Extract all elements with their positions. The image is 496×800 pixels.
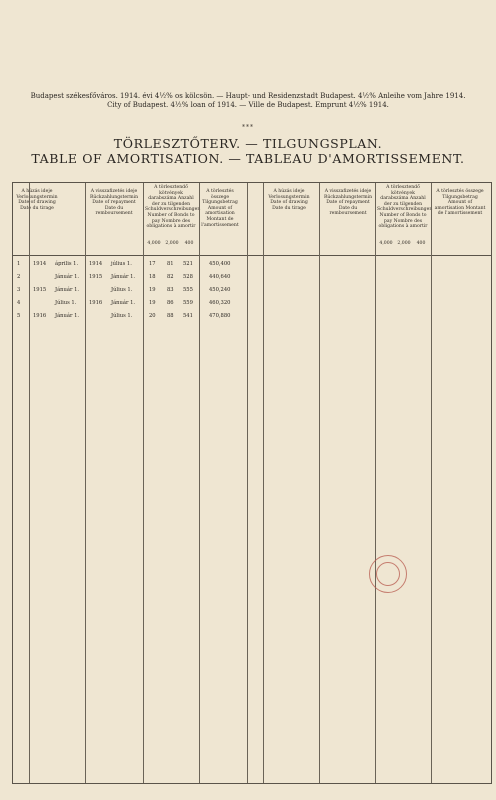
col-repayment-date-2: A visszafizetés ideje Rückzahlungstermin Date of repayment Date du remboursement: [323, 189, 373, 217]
draw-year: 1914: [33, 261, 47, 267]
row-number: 3: [17, 287, 21, 293]
table-row: [13, 297, 491, 310]
row-number: 4: [17, 300, 21, 306]
amount: 450,400: [209, 261, 231, 267]
col-draw-date: A húzás ideje Verlosungstermin Date of drawing Date du tirage: [16, 189, 58, 211]
amount: 450,240: [209, 287, 231, 293]
col-draw-date-2: A húzás ideje Verlosungstermin Date of drawing Date du tirage: [268, 189, 310, 211]
bonds-b: 81: [167, 261, 174, 267]
denom-a: 4,000: [147, 241, 161, 246]
col-repayment-date: A visszafizetés ideje Rückzahlungstermin Date of repayment Date du remboursement: [89, 189, 139, 217]
draw-date: Jánuár 1.: [55, 313, 80, 319]
draw-year: 1916: [33, 313, 47, 319]
table-row: [13, 258, 491, 271]
draw-year: 1915: [33, 287, 47, 293]
amount: 460,320: [209, 300, 231, 306]
denom-b-2: 2,000: [397, 241, 411, 246]
repayment-date: Jánuár 1.: [111, 300, 136, 306]
bonds-c: 528: [183, 274, 193, 280]
bonds-b: 88: [167, 313, 174, 319]
denom-a-2: 4,000: [379, 241, 393, 246]
title-hu: TÖRLESZTŐTERV. — TILGUNGSPLAN.: [113, 136, 383, 151]
repayment-year: 1916: [89, 300, 103, 306]
row-number: 2: [17, 274, 21, 280]
col-amount: A törlesztés összege Tilgungsbetrag Amount of amortisation Montant de l'amortissement: [201, 189, 239, 228]
draw-date: április 1.: [55, 261, 79, 267]
table-row: [13, 310, 491, 323]
col-amount-2: A törlesztés összege Tilgungsbetrag Amount of amortisation Montant de l'amortissement: [434, 189, 486, 217]
amortisation-table: [12, 182, 492, 784]
bonds-c: 521: [183, 261, 193, 267]
repayment-date: július 1.: [111, 261, 132, 267]
draw-date: Jánuár 1.: [55, 287, 80, 293]
table-row: [13, 284, 491, 297]
seal-stamp: [369, 555, 407, 593]
bonds-c: 559: [183, 300, 193, 306]
denom-c-2: 400: [416, 241, 426, 246]
repayment-date: Jánuár 1.: [111, 274, 136, 280]
row-number: 5: [17, 313, 21, 319]
row-number: 1: [17, 261, 21, 267]
bonds-b: 83: [167, 287, 174, 293]
separator-stars: ***: [242, 124, 254, 131]
loan-title-line-en: City of Budapest. 4½% loan of 1914. — Ville de Budapest. Emprunt 4½% 1914.: [107, 101, 389, 109]
bonds-c: 541: [183, 313, 193, 319]
repayment-date: Július 1.: [111, 313, 133, 319]
repayment-date: Július 1.: [111, 287, 133, 293]
bonds-a: 18: [149, 274, 156, 280]
table-row: [13, 271, 491, 284]
denom-c: 400: [184, 241, 194, 246]
bonds-c: 555: [183, 287, 193, 293]
loan-header: [18, 92, 478, 110]
page-title: [30, 136, 466, 166]
bonds-b: 86: [167, 300, 174, 306]
draw-date: Július 1.: [55, 300, 77, 306]
amount: 470,880: [209, 313, 231, 319]
bonds-a: 19: [149, 300, 156, 306]
loan-title-line: Budapest székesfőváros. 1914. évi 4½% os kölcsön. — Haupt- und Residenzstadt Budapest. 4½% Anleihe vom Jahre 1914.: [30, 92, 466, 100]
repayment-year: 1914: [89, 261, 103, 267]
repayment-year: 1915: [89, 274, 103, 280]
col-bonds-number-2: A törlesztendő kötvények darabszáma Anzahl der zu tilgenden Schuldverschreibungen Number of Bonds to pay Nombre des obligations à amortir: [377, 185, 433, 230]
title-en: TABLE OF AMORTISATION. — TABLEAU D'AMORTISSEMENT.: [31, 151, 465, 166]
bonds-a: 19: [149, 287, 156, 293]
bonds-b: 82: [167, 274, 174, 280]
bonds-a: 17: [149, 261, 156, 267]
col-bonds-number: A törlesztendő kötvények darabszáma Anzahl der zu tilgenden Schuldverschreibungen Number of Bonds to pay Nombre des obligations à amortir: [145, 185, 201, 230]
amount: 440,640: [209, 274, 231, 280]
bonds-a: 20: [149, 313, 156, 319]
denom-b: 2,000: [165, 241, 179, 246]
draw-date: Jánuár 1.: [55, 274, 80, 280]
